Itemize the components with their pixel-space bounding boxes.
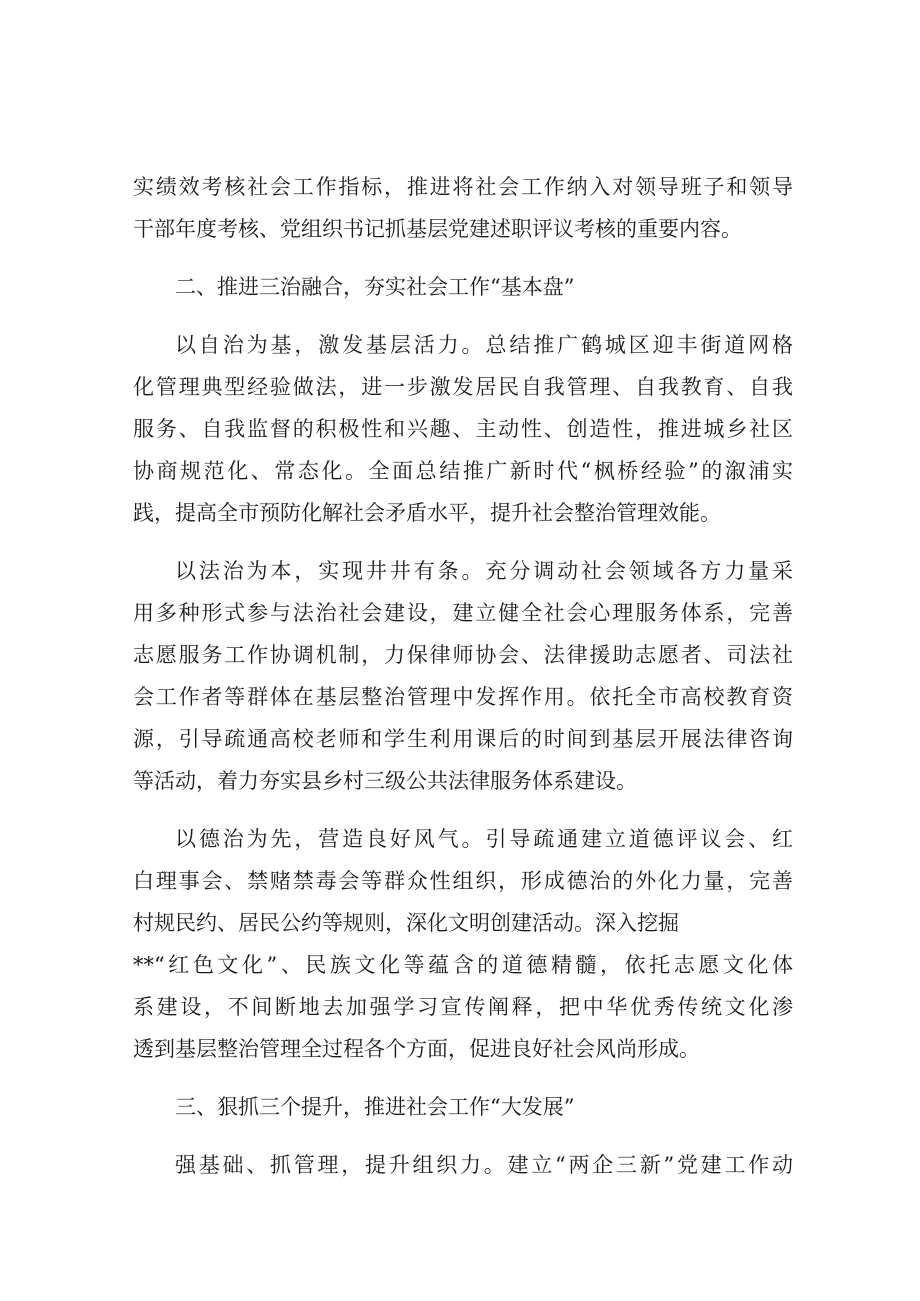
heading-line: 二、推进三治融合，夯实社会工作“基本盘”: [175, 275, 575, 299]
text-line: 以德治为先，营造良好风气。引导疏通建立道德评议会、红: [175, 827, 793, 851]
text-line: 村规民约、居民公约等规则，深化文明创建活动。深入挖掘: [133, 911, 679, 935]
text-line: 志愿服务工作协调机制，力保律师协会、法律援助志愿者、司法社: [133, 643, 793, 667]
section-heading-two: [133, 266, 793, 308]
text-line: 以自治为基，激发基层活力。总结推广鹤城区迎丰街道网格: [175, 333, 793, 357]
text-line: 源，引导疏通高校老师和学生利用课后的时间到基层开展法律咨询: [133, 727, 793, 751]
paragraph-self-governance: [133, 324, 793, 534]
text-line: 系建设，不间断地去加强学习宣传阐释，把中华优秀传统文化渗: [133, 995, 793, 1019]
text-line: 以法治为本，实现井井有条。充分调动社会领域各方力量采: [175, 559, 793, 583]
heading-line: 三、狠抓三个提升，推进社会工作“大发展”: [175, 1095, 575, 1119]
text-line: 强基础、抓管理，提升组织力。建立“两企三新”党建工作动: [175, 1153, 793, 1177]
text-line: 服务、自我监督的积极性和兴趣、主动性、创造性，推进城乡社区: [133, 417, 793, 441]
paragraph-rule-of-law: [133, 550, 793, 802]
text-line: 白理事会、禁赌禁毒会等群众性组织，形成德治的外化力量，完善: [133, 869, 793, 893]
text-line: **“红色文化”、民族文化等蕴含的道德精髓，依托志愿文化体: [133, 953, 793, 977]
text-line: 践，提高全市预防化解社会矛盾水平，提升社会整治管理效能。: [133, 501, 721, 525]
text-line: 透到基层整治管理全过程各个方面，促进良好社会风尚形成。: [133, 1037, 700, 1061]
paragraph-continuation: [133, 166, 793, 250]
text-line: 干部年度考核、党组织书记抓基层党建述职评议考核的重要内容。: [133, 217, 742, 241]
text-line: 用多种形式参与法治社会建设，建立健全社会心理服务体系，完善: [133, 601, 793, 625]
text-line: 会工作者等群体在基层整治管理中发挥作用。依托全市高校教育资: [133, 685, 793, 709]
text-line: 实绩效考核社会工作指标，推进将社会工作纳入对领导班子和领导: [133, 175, 793, 199]
section-heading-three: [133, 1086, 793, 1128]
text-line: 化管理典型经验做法，进一步激发居民自我管理、自我教育、自我: [133, 375, 793, 399]
text-line: 协商规范化、常态化。全面总结推广新时代“枫桥经验”的溆浦实: [133, 459, 793, 483]
paragraph-rule-of-virtue: [133, 818, 793, 1070]
paragraph-strengthen-foundation: [133, 1144, 793, 1186]
document-body: [133, 166, 793, 1202]
text-line: 等活动，着力夯实县乡村三级公共法律服务体系建设。: [133, 769, 637, 793]
